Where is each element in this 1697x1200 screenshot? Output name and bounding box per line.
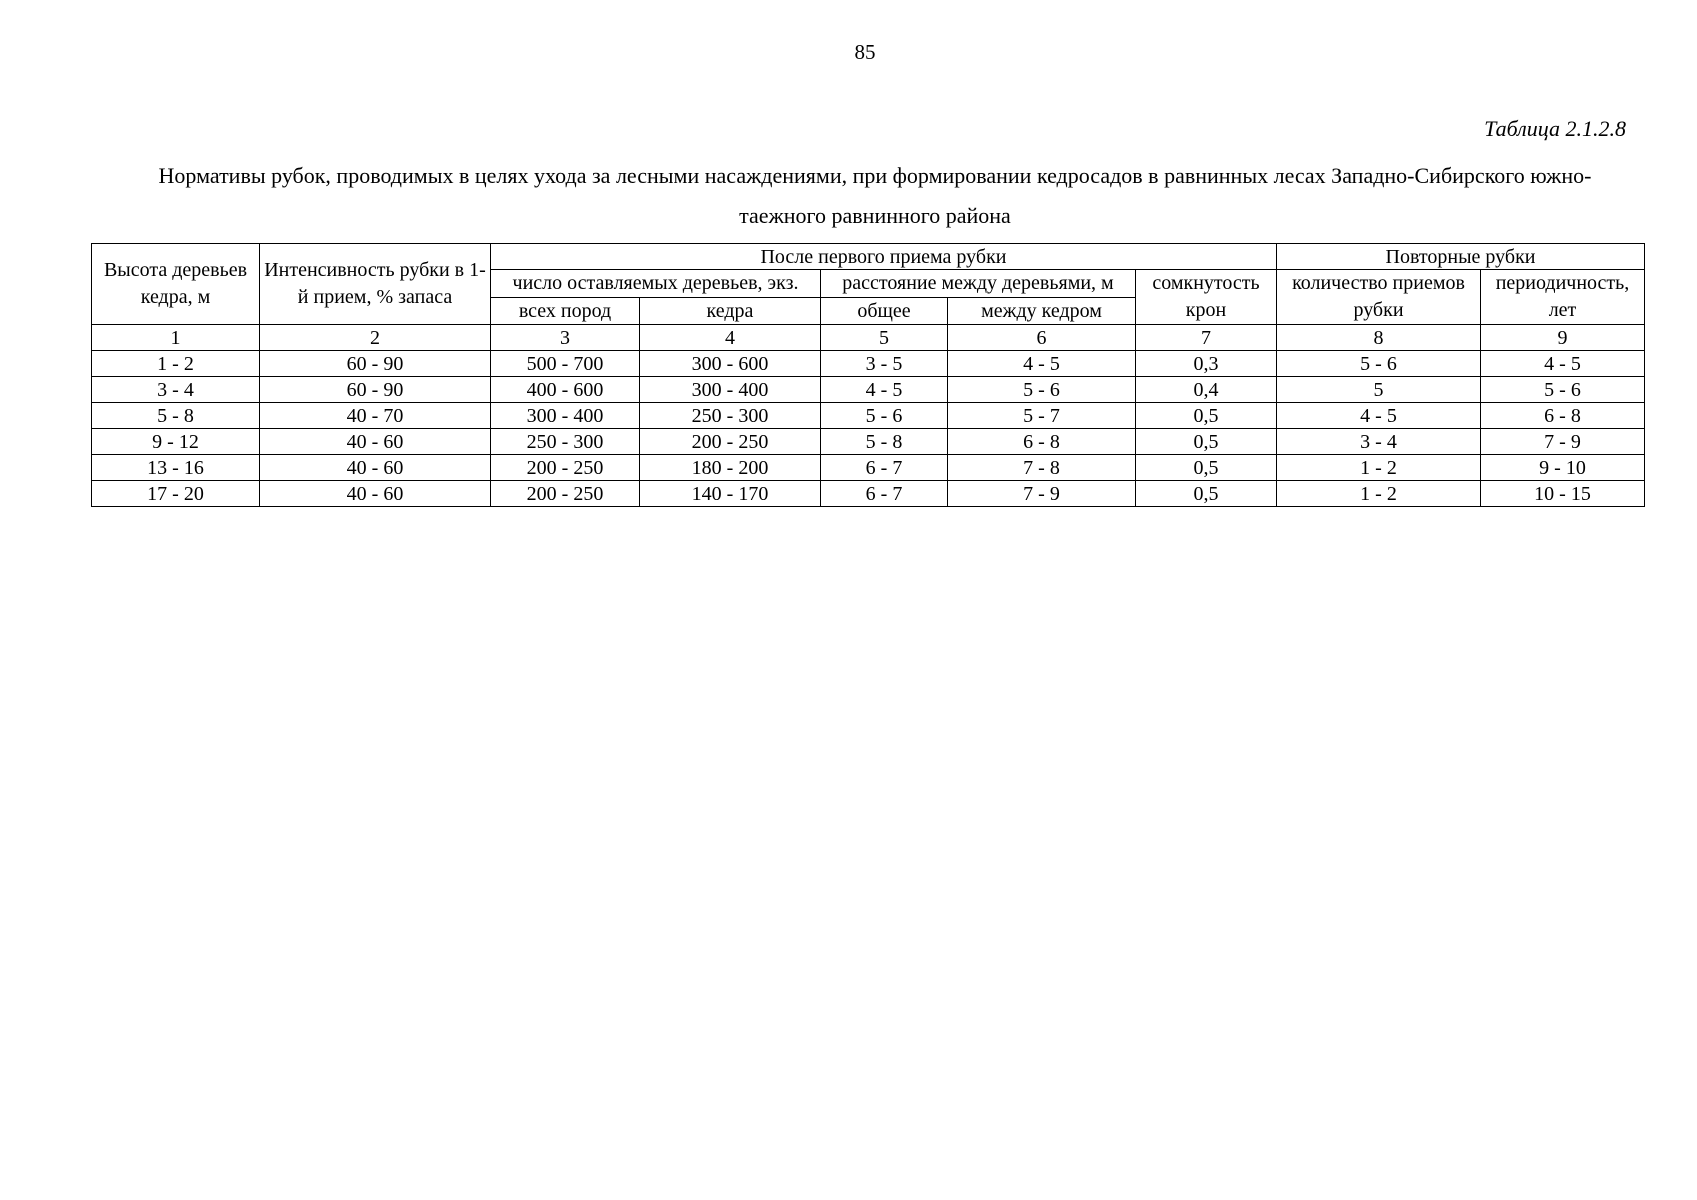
- cell-height: 3 - 4: [92, 377, 260, 403]
- header-crown-closure: сомкнутость крон: [1136, 270, 1277, 325]
- cell-cedar-distance: 6 - 8: [948, 429, 1136, 455]
- cell-general-distance: 4 - 5: [821, 377, 948, 403]
- column-number: 5: [821, 325, 948, 351]
- cell-cedar-distance: 7 - 9: [948, 481, 1136, 507]
- header-general: общее: [821, 297, 948, 325]
- cell-crown-closure: 0,5: [1136, 403, 1277, 429]
- header-intensity: Интенсивность рубки в 1-й прием, % запаса: [260, 244, 491, 325]
- cell-cedar: 300 - 600: [640, 351, 821, 377]
- column-number-row: [92, 325, 1645, 351]
- cell-intensity: 60 - 90: [260, 377, 491, 403]
- cell-cut-count: 1 - 2: [1277, 481, 1481, 507]
- cell-height: 13 - 16: [92, 455, 260, 481]
- cell-cedar-distance: 4 - 5: [948, 351, 1136, 377]
- table-row: [92, 403, 1645, 429]
- cell-periodicity: 9 - 10: [1481, 455, 1645, 481]
- cell-crown-closure: 0,5: [1136, 481, 1277, 507]
- cell-cedar-distance: 7 - 8: [948, 455, 1136, 481]
- cell-cut-count: 5: [1277, 377, 1481, 403]
- header-height: Высота деревьев кедра, м: [92, 244, 260, 325]
- cell-cut-count: 1 - 2: [1277, 455, 1481, 481]
- cell-all-species: 200 - 250: [491, 455, 640, 481]
- column-number: 7: [1136, 325, 1277, 351]
- header-after-first-cut: После первого приема рубки: [491, 244, 1277, 270]
- cell-all-species: 300 - 400: [491, 403, 640, 429]
- cell-cut-count: 5 - 6: [1277, 351, 1481, 377]
- cell-all-species: 250 - 300: [491, 429, 640, 455]
- cell-periodicity: 7 - 9: [1481, 429, 1645, 455]
- cell-height: 1 - 2: [92, 351, 260, 377]
- cell-cedar: 180 - 200: [640, 455, 821, 481]
- header-trees-left: число оставляемых деревьев, экз.: [491, 270, 821, 298]
- cell-intensity: 40 - 70: [260, 403, 491, 429]
- header-between-cedar: между кедром: [948, 297, 1136, 325]
- column-number: 1: [92, 325, 260, 351]
- cell-periodicity: 5 - 6: [1481, 377, 1645, 403]
- cell-general-distance: 6 - 7: [821, 481, 948, 507]
- cell-crown-closure: 0,4: [1136, 377, 1277, 403]
- cell-cedar: 140 - 170: [640, 481, 821, 507]
- cell-general-distance: 5 - 6: [821, 403, 948, 429]
- cell-height: 17 - 20: [92, 481, 260, 507]
- table-row: [92, 377, 1645, 403]
- cell-height: 5 - 8: [92, 403, 260, 429]
- cell-crown-closure: 0,5: [1136, 455, 1277, 481]
- cell-general-distance: 3 - 5: [821, 351, 948, 377]
- cell-cut-count: 4 - 5: [1277, 403, 1481, 429]
- cell-height: 9 - 12: [92, 429, 260, 455]
- cell-cedar: 250 - 300: [640, 403, 821, 429]
- table-row: [92, 429, 1645, 455]
- cell-cedar-distance: 5 - 7: [948, 403, 1136, 429]
- cell-all-species: 500 - 700: [491, 351, 640, 377]
- cell-cut-count: 3 - 4: [1277, 429, 1481, 455]
- table-title: Нормативы рубок, проводимых в целях ухода за лесными насаждениями, при формировании кедросадов в равнинных лесах Западно-Сибирского южно-таежного равнинного района: [158, 163, 1592, 228]
- table-row: [92, 351, 1645, 377]
- header-cedar: кедра: [640, 297, 821, 325]
- cell-general-distance: 6 - 7: [821, 455, 948, 481]
- page-number: 85: [854, 40, 876, 64]
- cell-intensity: 40 - 60: [260, 481, 491, 507]
- column-number: 4: [640, 325, 821, 351]
- cell-intensity: 40 - 60: [260, 429, 491, 455]
- column-number: 8: [1277, 325, 1481, 351]
- cell-all-species: 400 - 600: [491, 377, 640, 403]
- cell-crown-closure: 0,3: [1136, 351, 1277, 377]
- column-number: 2: [260, 325, 491, 351]
- cell-periodicity: 4 - 5: [1481, 351, 1645, 377]
- cell-periodicity: 6 - 8: [1481, 403, 1645, 429]
- table-label: Таблица 2.1.2.8: [1484, 116, 1626, 141]
- cell-crown-closure: 0,5: [1136, 429, 1277, 455]
- header-all-species: всех пород: [491, 297, 640, 325]
- cell-all-species: 200 - 250: [491, 481, 640, 507]
- norms-table: [91, 243, 1645, 507]
- column-number: 9: [1481, 325, 1645, 351]
- header-repeat-cuts: Повторные рубки: [1277, 244, 1645, 270]
- column-number: 3: [491, 325, 640, 351]
- cell-periodicity: 10 - 15: [1481, 481, 1645, 507]
- cell-intensity: 60 - 90: [260, 351, 491, 377]
- cell-general-distance: 5 - 8: [821, 429, 948, 455]
- cell-cedar: 300 - 400: [640, 377, 821, 403]
- header-cut-count: количество приемов рубки: [1277, 270, 1481, 325]
- header-row-1: [92, 244, 1645, 270]
- cell-intensity: 40 - 60: [260, 455, 491, 481]
- cell-cedar: 200 - 250: [640, 429, 821, 455]
- header-distance: расстояние между деревьями, м: [821, 270, 1136, 298]
- cell-cedar-distance: 5 - 6: [948, 377, 1136, 403]
- table-row: [92, 455, 1645, 481]
- header-periodicity: периодичность, лет: [1481, 270, 1645, 325]
- table-row: [92, 481, 1645, 507]
- column-number: 6: [948, 325, 1136, 351]
